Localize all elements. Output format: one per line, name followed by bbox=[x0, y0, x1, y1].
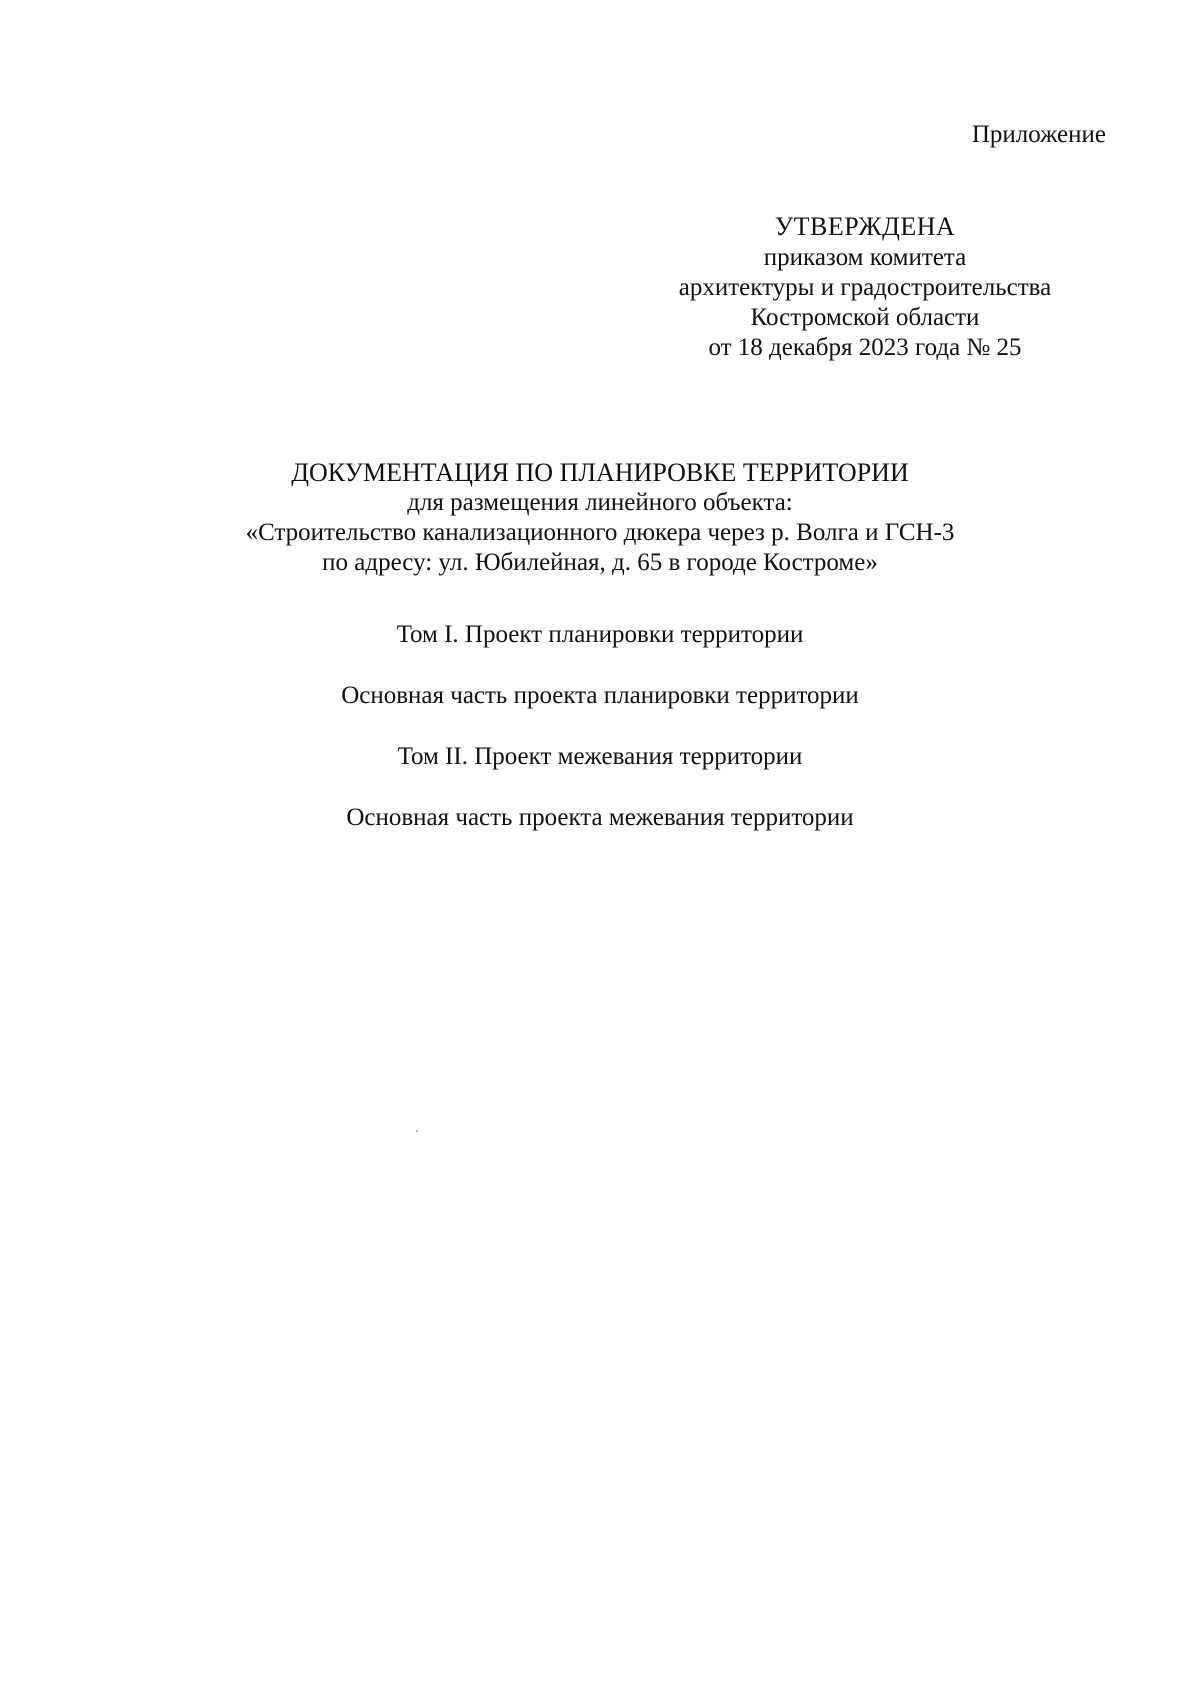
approval-line-order: приказом комитета bbox=[763, 244, 967, 271]
document-subtitle-line: для размещения линейного объекта: bbox=[407, 489, 793, 516]
document-subtitle-line: «Строительство канализационного дюкера через р. Волга и ГСН-3 bbox=[245, 519, 955, 546]
document-title-block bbox=[0, 458, 1200, 578]
document-heading: ДОКУМЕНТАЦИЯ ПО ПЛАНИРОВКЕ ТЕРРИТОРИИ bbox=[291, 458, 909, 487]
approval-line-committee: архитектуры и градостроительства bbox=[678, 274, 1052, 301]
volume-item: Основная часть проекта планировки территории bbox=[341, 682, 859, 709]
approval-title: УТВЕРЖДЕНА bbox=[774, 212, 956, 241]
appendix-label: Приложение bbox=[971, 121, 1106, 148]
approval-block bbox=[660, 212, 1070, 363]
approval-line-date: от 18 декабря 2023 года № 25 bbox=[708, 334, 1022, 361]
scan-artifact bbox=[416, 1130, 418, 1132]
volume-item: Том I. Проект планировки территории bbox=[396, 621, 804, 648]
volume-item: Основная часть проекта межевания территории bbox=[346, 804, 854, 831]
volume-item: Том II. Проект межевания территории bbox=[397, 743, 803, 770]
document-subtitle-line: по адресу: ул. Юбилейная, д. 65 в городе Костроме» bbox=[322, 549, 878, 576]
approval-line-region: Костромской области bbox=[750, 304, 980, 331]
volume-list bbox=[0, 620, 1200, 864]
